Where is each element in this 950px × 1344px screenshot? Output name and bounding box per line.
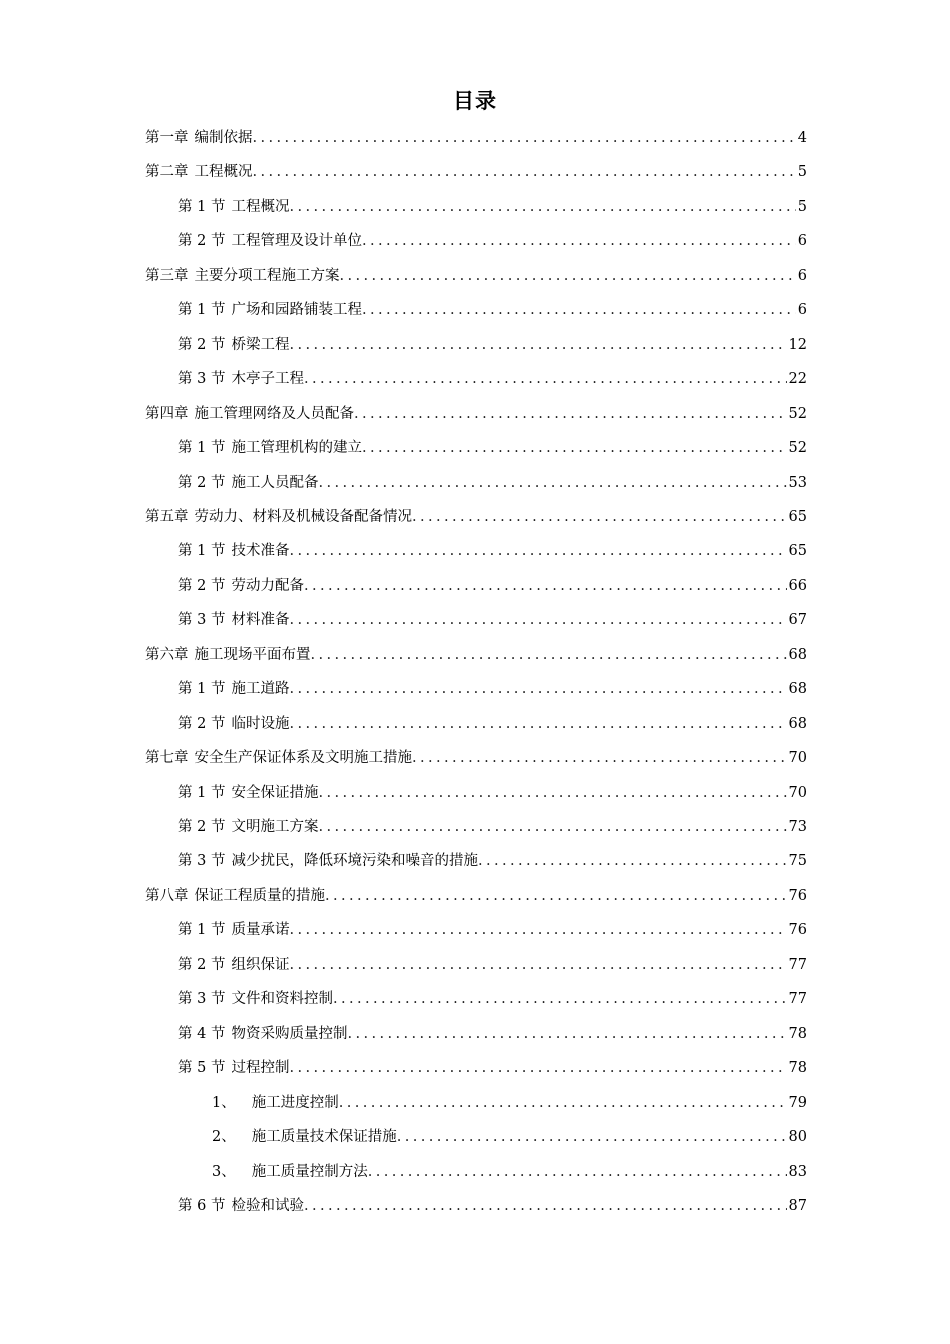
toc-entry[interactable] (145, 741, 807, 775)
toc-entry[interactable] (178, 1189, 807, 1223)
toc-entry-title: 施工质量控制方法 (251, 1163, 368, 1180)
toc-entry-number: 第 6 节 (178, 1197, 226, 1214)
toc-entry-number: 第五章 (145, 508, 189, 525)
toc-dot-leader (304, 362, 787, 396)
toc-entry-title: 木亭子工程 (231, 371, 304, 388)
toc-entry-title: 广场和园路铺装工程 (231, 302, 362, 319)
toc-dot-leader (339, 1086, 787, 1120)
toc-entry[interactable] (178, 534, 807, 568)
toc-entry-title: 质量承诺 (231, 922, 290, 939)
toc-entry[interactable] (145, 155, 807, 189)
toc-entry-title: 临时设施 (231, 715, 290, 732)
toc-entry-title: 组织保证 (231, 956, 290, 973)
toc-entry-title: 文件和资料控制 (231, 991, 333, 1008)
toc-dot-leader (253, 155, 796, 189)
toc-entry-number: 第八章 (145, 887, 189, 904)
toc-entry[interactable] (178, 707, 807, 741)
toc-entry-title: 劳动力配备 (231, 577, 304, 594)
toc-entry[interactable] (178, 190, 807, 224)
toc-entry[interactable] (178, 913, 807, 947)
toc-dot-leader (289, 190, 795, 224)
toc-page-number: 67 (788, 612, 807, 629)
toc-entry-title: 减少扰民，降低环境污染和噪音的措施 (231, 853, 478, 870)
toc-dot-leader (289, 1051, 786, 1085)
toc-page-number: 68 (788, 715, 807, 732)
toc-entry[interactable] (212, 1086, 807, 1120)
toc-entry-number: 第 1 节 (178, 302, 226, 319)
toc-entry-title: 材料准备 (231, 612, 290, 629)
toc-entry[interactable] (178, 948, 807, 982)
toc-page-number: 12 (788, 336, 807, 353)
toc-dot-leader (318, 776, 786, 810)
toc-dot-leader (304, 569, 787, 603)
toc-entry[interactable] (145, 638, 807, 672)
toc-entry-title: 施工人员配备 (231, 474, 319, 491)
toc-page-number: 4 (797, 130, 807, 146)
toc-dot-leader (362, 431, 787, 465)
toc-entry-title: 物资采购质量控制 (231, 1025, 348, 1042)
toc-entry-number: 第四章 (145, 405, 189, 422)
toc-entry[interactable] (145, 397, 807, 431)
toc-entry-number: 第 2 节 (178, 956, 226, 973)
toc-entry[interactable] (178, 362, 807, 396)
toc-page-number: 66 (788, 577, 807, 594)
toc-page-number: 70 (788, 784, 807, 801)
toc-entry-title: 文明施工方案 (231, 819, 319, 835)
toc-dot-leader (368, 1155, 787, 1189)
toc-page-number: 6 (797, 267, 807, 284)
toc-dot-leader (289, 707, 786, 741)
toc-page-number: 87 (788, 1197, 807, 1214)
toc-entry-number: 第 3 节 (178, 853, 226, 870)
toc-page-number: 68 (788, 646, 807, 663)
toc-entry[interactable] (178, 982, 807, 1016)
toc-entry-number: 第 3 节 (178, 371, 226, 388)
toc-entry[interactable] (178, 1017, 807, 1051)
toc-dot-leader (289, 672, 786, 706)
toc-entry-title: 保证工程质量的措施 (194, 887, 325, 904)
toc-dot-leader (253, 121, 796, 155)
toc-page-number: 52 (788, 405, 807, 422)
toc-entry[interactable] (178, 431, 807, 465)
toc-entry-number: 第 5 节 (178, 1060, 226, 1077)
toc-page-number: 6 (797, 233, 807, 250)
toc-entry-number: 第 1 节 (178, 784, 226, 801)
toc-entry-number: 第 1 节 (178, 681, 226, 698)
toc-page-number: 76 (788, 887, 807, 904)
toc-entry-number: 3、 (212, 1163, 236, 1180)
toc-page-number: 77 (788, 991, 807, 1008)
toc-page-number: 78 (788, 1060, 807, 1077)
toc-entry-number: 2、 (212, 1129, 236, 1146)
toc-entry-number: 第 1 节 (178, 440, 226, 457)
toc-entry-number: 第 3 节 (178, 612, 226, 629)
toc-dot-leader (289, 328, 786, 362)
toc-entry[interactable] (145, 121, 807, 155)
toc-entry-number: 1、 (212, 1094, 236, 1111)
toc-dot-leader (478, 844, 787, 878)
toc-dot-leader (412, 500, 787, 534)
toc-title: 目录 (453, 89, 497, 113)
toc-dot-leader (318, 466, 786, 500)
toc-page-number: 79 (788, 1094, 807, 1111)
toc-entry-number: 第一章 (145, 130, 189, 146)
toc-entry[interactable] (145, 879, 807, 913)
toc-entry-title: 桥梁工程 (231, 336, 290, 353)
toc-page-number: 73 (788, 819, 807, 835)
toc-entry[interactable] (212, 1155, 807, 1189)
toc-dot-leader (311, 638, 787, 672)
toc-page-number: 22 (788, 371, 807, 388)
toc-entry-title: 安全保证措施 (231, 784, 319, 801)
toc-entry-title: 主要分项工程施工方案 (194, 267, 340, 284)
toc-entry-title: 安全生产保证体系及文明施工措施 (194, 750, 412, 767)
toc-page-number: 65 (788, 543, 807, 560)
toc-page-number: 65 (788, 508, 807, 525)
toc-page-number: 76 (788, 922, 807, 939)
toc-dot-leader (347, 1017, 786, 1051)
toc-entry[interactable] (178, 293, 807, 327)
toc-entry-number: 第六章 (145, 646, 189, 663)
toc-entry-number: 第 2 节 (178, 233, 226, 250)
toc-entry-title: 工程概况 (194, 164, 253, 181)
toc-dot-leader (304, 1189, 787, 1223)
toc-entry-number: 第 1 节 (178, 198, 226, 215)
toc-entry-title: 过程控制 (231, 1060, 290, 1077)
toc-page-number: 5 (797, 198, 807, 215)
toc-entry[interactable] (178, 776, 807, 810)
toc-page-number: 52 (788, 440, 807, 457)
toc-entry-title: 工程概况 (231, 198, 290, 215)
toc-entry-number: 第 1 节 (178, 922, 226, 939)
toc-entry-number: 第 2 节 (178, 474, 226, 491)
toc-dot-leader (354, 397, 787, 431)
toc-page-number: 70 (788, 750, 807, 767)
toc-page-number: 75 (788, 853, 807, 870)
toc-entry-title: 编制依据 (194, 130, 253, 146)
toc-entry[interactable] (178, 466, 807, 500)
toc-page-number: 68 (788, 681, 807, 698)
toc-entry[interactable] (178, 1051, 807, 1085)
toc-dot-leader (289, 534, 786, 568)
toc-dot-leader (289, 603, 786, 637)
toc-dot-leader (318, 810, 786, 844)
toc-dot-leader (289, 913, 786, 947)
toc-entry-title: 施工进度控制 (251, 1094, 339, 1111)
toc-entry[interactable] (178, 569, 807, 603)
toc-dot-leader (333, 982, 787, 1016)
toc-page-number: 83 (788, 1163, 807, 1180)
toc-dot-leader (362, 224, 796, 258)
toc-dot-leader (325, 879, 787, 913)
toc-dot-leader (289, 948, 786, 982)
toc-entry[interactable] (178, 810, 807, 844)
toc-page-number: 53 (788, 474, 807, 491)
toc-entry-title: 检验和试验 (231, 1197, 304, 1214)
toc-entry-number: 第 1 节 (178, 543, 226, 560)
toc-entry[interactable] (145, 500, 807, 534)
toc-dot-leader (412, 741, 787, 775)
toc-entry[interactable] (178, 224, 807, 258)
toc-entry-title: 技术准备 (231, 543, 290, 560)
toc-page-number: 5 (797, 164, 807, 181)
toc-entry-title: 施工管理机构的建立 (231, 440, 362, 457)
toc-entry-title: 施工道路 (231, 681, 290, 698)
toc-dot-leader (340, 259, 796, 293)
toc-entry[interactable] (145, 259, 807, 293)
toc-entry-number: 第二章 (145, 164, 189, 181)
toc-entry-number: 第 2 节 (178, 819, 226, 835)
toc-entry-title: 施工质量技术保证措施 (251, 1129, 397, 1146)
toc-entry-number: 第 2 节 (178, 715, 226, 732)
toc-entry-number: 第三章 (145, 267, 189, 284)
toc-entry[interactable] (178, 844, 807, 878)
toc-dot-leader (397, 1120, 787, 1154)
toc-page-number: 80 (788, 1129, 807, 1146)
toc-dot-leader (362, 293, 796, 327)
toc-entry[interactable] (178, 328, 807, 362)
toc-entry-number: 第 4 节 (178, 1025, 226, 1042)
toc-entry[interactable] (212, 1120, 807, 1154)
toc-entry-number: 第 2 节 (178, 577, 226, 594)
toc-page-number: 6 (797, 302, 807, 319)
toc-entry-number: 第 2 节 (178, 336, 226, 353)
toc-page-number: 78 (788, 1025, 807, 1042)
toc-entry-number: 第 3 节 (178, 991, 226, 1008)
toc-page-number: 77 (788, 956, 807, 973)
toc-entry-title: 施工现场平面布置 (194, 646, 311, 663)
toc-entry-title: 工程管理及设计单位 (231, 233, 362, 250)
toc-entry-title: 施工管理网络及人员配备 (194, 405, 354, 422)
toc-entry[interactable] (178, 672, 807, 706)
toc-entry[interactable] (178, 603, 807, 637)
toc-entry-title: 劳动力、材料及机械设备配备情况 (194, 508, 412, 525)
toc-entry-number: 第七章 (145, 750, 189, 767)
